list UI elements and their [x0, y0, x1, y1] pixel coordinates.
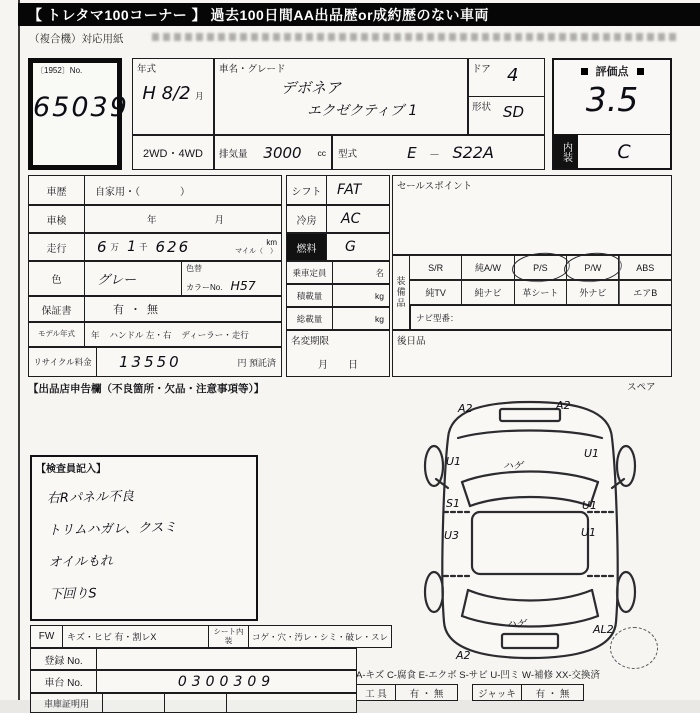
damage-mark: A2 [456, 649, 471, 662]
paper-type-note: （複合機）対応用紙 [29, 33, 124, 45]
chassis-row [30, 670, 357, 693]
scan-edge-line [18, 0, 20, 700]
recycle-fee-label: リサイクル料金 [29, 348, 97, 376]
equipment-pw [566, 255, 620, 280]
model-code-value: S22A [452, 142, 494, 162]
mileage-unit-km: km [266, 237, 277, 247]
corner-mark-icon [581, 68, 588, 75]
transfer-deadline-label: 名変期限 [291, 336, 330, 347]
ac-label: 冷房 [287, 206, 327, 232]
tools-row [356, 684, 584, 701]
ac-row [286, 205, 390, 233]
corner-mark-icon [637, 68, 644, 75]
history-value: 自家用・（ ） [95, 186, 190, 198]
damage-mark: A2 [556, 399, 571, 412]
damage-mark: U1 [582, 499, 598, 512]
equipment-grid-row1 [410, 255, 672, 280]
warranty-label: 保証書 [29, 297, 85, 321]
handle-label: ハンドル 左・右 [109, 329, 172, 340]
model-code-label: 型式 [338, 148, 358, 160]
year-label: 年式 [137, 64, 157, 75]
model-year-unit: 年 [91, 329, 100, 340]
dealer-label: ディーラー・走行 [181, 329, 249, 340]
damage-mark: U1 [581, 526, 597, 539]
door-half [469, 59, 544, 97]
door-label: ドア [472, 64, 491, 75]
fw-value: キズ・ヒビ 有・割レX [63, 626, 209, 647]
color-no-value: H57 [230, 278, 256, 293]
sales-point-label: セールスポイント [397, 181, 473, 192]
gross-load-row [286, 307, 390, 330]
transfer-deadline-box [286, 330, 390, 377]
grade-value: 3.5 [585, 80, 639, 119]
mileage-value-man: 6 [97, 238, 107, 256]
declaration-section-label: 【出品店申告欄（不良箇所・欠品・注意事項等）】 [28, 383, 265, 395]
shape-half [469, 97, 544, 133]
capacity-label: 乗車定員 [287, 262, 333, 283]
garage-cert-label: 車庫証明用 [31, 694, 103, 712]
displacement-box [214, 135, 332, 170]
model-code-separator: － [429, 148, 441, 161]
equipment-aftermarket-navi: 外ナビ [566, 280, 620, 305]
lot-number: 65039 [33, 92, 129, 123]
year-box [132, 58, 214, 135]
inspection-label: 車検 [29, 206, 85, 232]
equipment-tv: 純TV [409, 280, 463, 305]
equipment-grid-row2 [410, 280, 672, 305]
color-no-label: カラーNo. [186, 283, 223, 292]
transfer-deadline-value: 月 日 [318, 360, 358, 371]
car-name-line1: デボネア [281, 79, 342, 97]
gross-load-label: 総載量 [287, 308, 333, 329]
capacity-unit: 名 [375, 267, 384, 278]
damage-mark: A2 [458, 402, 473, 415]
spare-tire-circle-icon [610, 627, 658, 669]
equipment-airbag: エアB [618, 280, 672, 305]
tools-label: 工 具 [356, 684, 396, 701]
shape-label: 形状 [472, 102, 492, 113]
fuel-label: 燃料 [287, 234, 327, 260]
damage-mark: ハゲ [503, 461, 523, 472]
jack-label: ジャッキ [472, 684, 522, 701]
inspector-note-line: オイルもれ [48, 553, 114, 571]
inspection-row [28, 205, 282, 233]
inspector-note-line: 下回りS [49, 586, 97, 603]
fuel-value: G [345, 239, 356, 255]
chassis-label: 車台 No. [31, 671, 97, 692]
blurred-print-line [152, 33, 680, 41]
color-label: 色 [29, 262, 85, 295]
equipment-group-label: 装備品 [392, 255, 410, 330]
car-name-label: 車名・グレード [219, 64, 286, 75]
color-row [28, 261, 282, 296]
model-year-row [28, 322, 282, 347]
recycle-fee-value: 13550 [119, 353, 182, 371]
interior-label: 内装 [554, 135, 578, 168]
car-name-line2: エクゼクティブ 1 [307, 103, 418, 119]
seat-label: シート内装 [209, 626, 249, 647]
inspection-year-unit: 年 [147, 215, 157, 226]
inspector-note-line: 右Rパネル不良 [46, 489, 135, 507]
mileage-value-sen: 1 [127, 239, 136, 255]
warranty-row [28, 296, 282, 322]
inspection-month-unit: 月 [214, 215, 225, 226]
damage-mark: U1 [446, 455, 462, 468]
damage-mark: U3 [444, 529, 460, 542]
model-code-box [332, 135, 545, 170]
shift-value: FAT [337, 182, 362, 198]
garage-cert-row [30, 693, 357, 713]
car-name-box [214, 58, 468, 135]
capacity-row [286, 261, 390, 284]
displacement-unit: cc [317, 147, 326, 158]
grade-box [552, 58, 672, 170]
shift-row [286, 175, 390, 205]
load-label: 積載量 [287, 285, 333, 306]
year-value: H 8/2 [142, 83, 191, 104]
later-items-label: 後日品 [397, 336, 426, 347]
inspector-notes-title: 【検査員記入】 [36, 464, 106, 475]
color-change-label: 色替 [186, 264, 202, 273]
seat-value: コゲ・穴・汚レ・シミ・破レ・スレ [252, 631, 389, 642]
damage-mark: ハゲ [506, 619, 526, 630]
tools-value: 有 ・ 無 [396, 684, 458, 701]
history-label: 車歴 [29, 176, 85, 204]
drive-box [132, 135, 214, 170]
interior-value: C [617, 140, 631, 163]
navi-model-label: ナビ型番： [416, 312, 459, 323]
registration-row [30, 648, 357, 670]
mileage-label: 走行 [29, 234, 85, 260]
history-row [28, 175, 282, 205]
shape-value: SD [503, 103, 525, 121]
jack-value: 有 ・ 無 [522, 684, 584, 701]
fuel-row [286, 233, 390, 261]
sales-point-box [392, 175, 672, 255]
registration-label: 登録 No. [31, 649, 97, 669]
damage-code-legend: A-キズ C-腐食 E-エクボ S-サビ U-凹ミ W-補修 XX-交換済 [356, 670, 600, 681]
lot-number-box [28, 58, 129, 170]
drive-label: 2WD・4WD [143, 147, 203, 160]
load-unit: kg [375, 290, 384, 301]
recycle-fee-unit: 円 預託済 [237, 357, 276, 368]
load-row [286, 284, 390, 307]
damage-mark: U1 [584, 447, 600, 460]
garage-cert-cell [165, 694, 227, 712]
inspector-note-line: トリムハガレ、クスミ [47, 520, 177, 539]
fw-label: FW [31, 626, 63, 647]
equipment-alloy: 純A/W [461, 255, 515, 280]
mileage-row [28, 233, 282, 261]
displacement-value: 3000 [263, 143, 302, 162]
door-value: 4 [507, 65, 519, 86]
damage-mark: S1 [446, 497, 460, 510]
damage-mark: AL2 [593, 623, 614, 636]
door-shape-box [468, 58, 545, 135]
model-code-prefix: E [407, 143, 417, 162]
banner [18, 3, 700, 26]
equipment-ps-label: P/S [533, 262, 548, 273]
chassis-value: 0300309 [177, 673, 276, 690]
spare-label: スペア [627, 382, 656, 393]
displacement-label: 排気量 [219, 148, 248, 160]
grade-label: 評価点 [595, 66, 629, 78]
mileage-value-rest: 626 [155, 238, 191, 256]
inspector-notes-box [30, 455, 258, 621]
equipment-sr: S/R [409, 255, 463, 280]
later-items-box [392, 330, 672, 377]
gross-load-unit: kg [375, 313, 384, 324]
warranty-value: 有・無 [113, 304, 164, 316]
fw-seat-row [30, 625, 392, 648]
lot-prefix: 〔1952〕No. [36, 66, 83, 75]
equipment-pw-label: P/W [584, 262, 602, 273]
equipment-oem-navi: 純ナビ [461, 280, 515, 305]
year-month-unit: 月 [195, 91, 204, 101]
model-year-label: モデル年式 [29, 323, 85, 346]
shift-label: シフト [287, 176, 327, 204]
mileage-unit-man: 万 [110, 242, 120, 252]
car-top-view-diagram [398, 392, 662, 668]
ac-value: AC [341, 211, 361, 227]
navi-model-row [410, 305, 672, 330]
garage-cert-cell [103, 694, 165, 712]
equipment-ps [514, 255, 568, 280]
equipment-leather: 革シート [514, 280, 568, 305]
mileage-unit-mile: マイル（ ） [235, 247, 277, 255]
color-value: グレー [97, 273, 137, 288]
banner-title: 【 トレタマ100コーナー 】 過去100日間AA出品歴or成約歴のない車両 [28, 6, 490, 23]
equipment-abs: ABS [618, 255, 672, 280]
recycle-fee-row [28, 347, 282, 377]
mileage-unit-sen: 千 [138, 242, 148, 252]
